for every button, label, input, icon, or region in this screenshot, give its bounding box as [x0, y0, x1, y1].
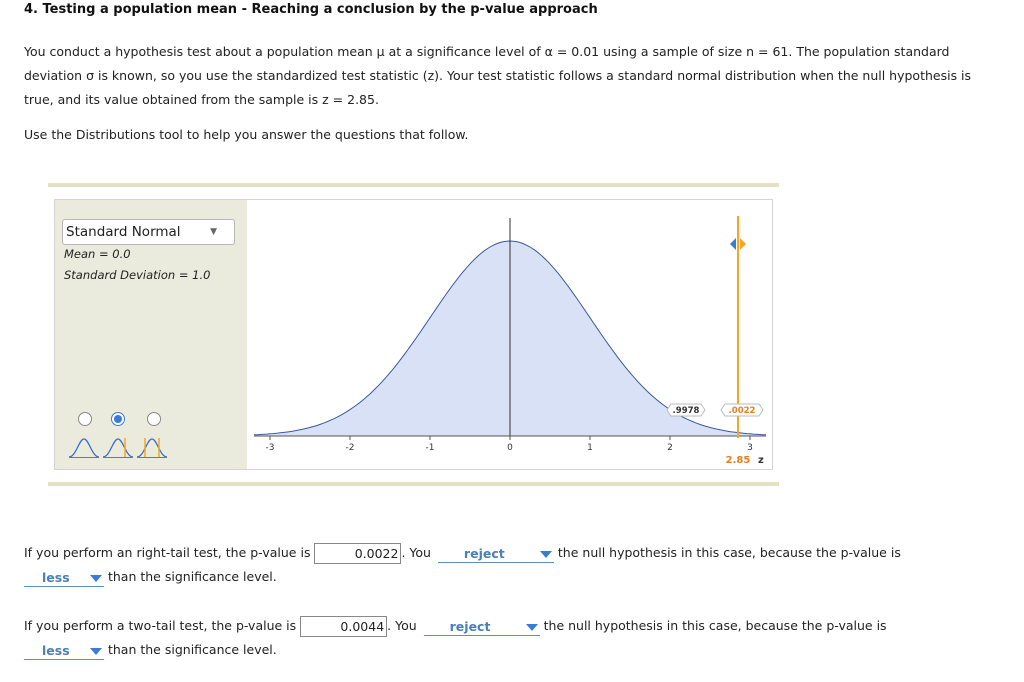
- right-area-value: .0022: [728, 406, 756, 416]
- distributions-tool: [54, 199, 773, 470]
- q1-text-a: If you perform an right-tail test, the p-value is: [24, 545, 311, 560]
- q2-decision-dropdown[interactable]: [424, 618, 540, 636]
- axis-ticks: [266, 436, 753, 453]
- tool-controls-panel: [55, 200, 247, 469]
- q2-comparison-dropdown[interactable]: [24, 642, 104, 660]
- axis-tick-label: 0: [507, 443, 513, 453]
- tool-bottom-rule: [48, 482, 779, 486]
- q2-comparison-value: less: [42, 642, 70, 658]
- q1-decision-dropdown[interactable]: [438, 545, 554, 563]
- instruction-text: Use the Distributions tool to help you answer the questions that follow.: [24, 127, 469, 142]
- q1-comparison-value: less: [42, 569, 70, 585]
- distribution-select-value: Standard Normal: [66, 224, 181, 240]
- axis-variable-label: z: [758, 455, 764, 466]
- caret-down-icon: [90, 648, 102, 655]
- axis-tick-label: 3: [747, 443, 753, 453]
- left-area-badge: [667, 404, 705, 416]
- q2-pvalue-input[interactable]: 0.0044: [300, 616, 387, 637]
- page-title: 4. Testing a population mean - Reaching a conclusion by the p-value approach: [24, 2, 598, 17]
- axis-tick-label: 2: [667, 443, 673, 453]
- q1-decision-value: reject: [463, 545, 505, 561]
- left-tail-radio[interactable]: [78, 412, 92, 426]
- tool-top-rule: [48, 183, 779, 187]
- left-area-value: .9978: [672, 406, 700, 416]
- q2-text-c: the null hypothesis in this case, because the p-value is: [543, 618, 887, 633]
- q1-text-c: the null hypothesis in this case, because the p-value is: [557, 545, 901, 560]
- two-tail-radio[interactable]: [147, 412, 161, 426]
- marker-right-arrow-icon[interactable]: [740, 238, 746, 250]
- caret-down-icon: [90, 575, 102, 582]
- mean-label: Mean = 0.0: [64, 247, 131, 261]
- chevron-down-icon: ▼: [210, 227, 217, 237]
- q1-text-d: than the significance level.: [107, 569, 277, 584]
- q2-decision-value: reject: [449, 618, 491, 634]
- right-tail-icon[interactable]: [102, 437, 134, 459]
- axis-tick-label: 1: [587, 443, 593, 453]
- caret-down-icon: [540, 551, 552, 558]
- right-tail-radio[interactable]: [111, 412, 125, 426]
- left-tail-icon[interactable]: [68, 437, 100, 459]
- q2-text-a: If you perform a two-tail test, the p-value is: [24, 618, 297, 633]
- distribution-select[interactable]: [62, 219, 235, 245]
- axis-tick-label: -1: [425, 443, 435, 453]
- normal-distribution-plot: [247, 200, 773, 469]
- q1-comparison-dropdown[interactable]: [24, 569, 104, 587]
- two-tail-icon[interactable]: [136, 437, 168, 459]
- caret-down-icon: [526, 624, 538, 631]
- axis-tick-label: -3: [265, 443, 275, 453]
- q1-pvalue-input[interactable]: 0.0022: [314, 543, 401, 564]
- question-two-tail: [24, 616, 1004, 666]
- right-area-badge: [721, 404, 763, 416]
- problem-statement: You conduct a hypothesis test about a population mean μ at a significance level of α = 0.01 using a sample of size n = 61. The population standard deviation σ is known, so you use the standardized test statistic (z). Your test statistic follows a standard normal distribution when the null hypothesis is true, and its value obtained from the sample is z = 2.85.: [24, 44, 972, 107]
- marker-left-arrow-icon[interactable]: [730, 238, 736, 250]
- axis-tick-label: -2: [345, 443, 355, 453]
- sd-label: Standard Deviation = 1.0: [64, 268, 211, 282]
- q2-text-d: than the significance level.: [107, 642, 277, 657]
- marker-value-label: 2.85: [725, 455, 751, 466]
- q2-text-b: . You: [387, 618, 417, 633]
- question-right-tail: [24, 543, 1004, 593]
- q1-text-b: . You: [401, 545, 431, 560]
